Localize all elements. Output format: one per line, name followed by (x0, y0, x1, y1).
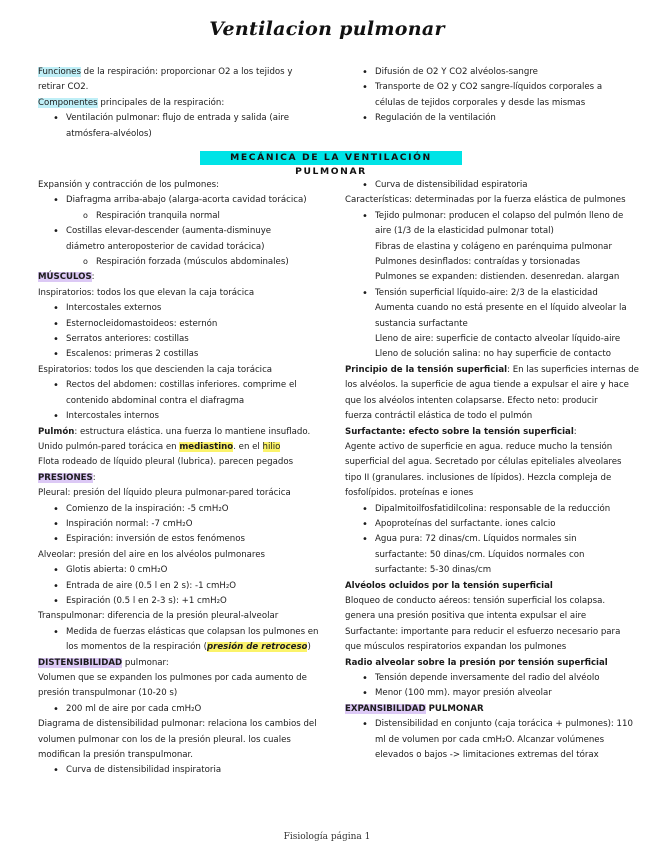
escalenos-bullet: • Escalenos: primeras 2 costillas (66, 347, 345, 362)
main-right-column (345, 178, 639, 763)
presiones-colon: : (92, 472, 96, 483)
esterno-bullet: • Esternocleidomastoideos: esternón (66, 317, 345, 332)
funciones-text: de la respiración: proporcionar O2 a los tejidos y (80, 67, 293, 77)
agua-bullet: • Agua pura: 72 dinas/cm. Líquidos normales sin (375, 532, 654, 547)
ventilacion-bullet: • Ventilación pulmonar: flujo de entrada y salida (aire (66, 111, 320, 126)
transporte-bullet: • Transporte de O2 y CO2 sangre-líquidos corporales a (375, 80, 602, 95)
tejido-cont: aire (1/3 de la elasticidad pulmonar total) (375, 226, 554, 237)
unido-mid-text: . en el (233, 441, 263, 452)
aire-200-bullet: • 200 ml de aire por cada cmH₂O (66, 702, 345, 717)
agente-cont-3: fosfolípidos. proteínas e iones (345, 488, 474, 499)
hilio-highlight: hilio (262, 441, 281, 452)
principio-bold: Principio de la tensión superficial (345, 364, 508, 375)
surfactante-colon: : (573, 426, 577, 437)
section-banner: MECÁNICA DE LA VENTILACIÓN PULMONAR (200, 151, 462, 165)
costillas-bullet: • Costillas elevar-descender (aumenta-disminuye (66, 224, 345, 239)
medida-close: ) (307, 642, 311, 653)
desinflados-line: Pulmones desinflados: contraídas y torsionadas (375, 257, 580, 268)
curva-insp-bullet: • Curva de distensibilidad inspiratoria (66, 763, 345, 778)
pleural-line: Pleural: presión del líquido pleura pulmonar-pared torácica (38, 488, 291, 499)
diafragma-bullet: • Diafragma arriba-abajo (alarga-acorta cavidad torácica) (66, 193, 345, 208)
conjunto-cont-1: ml de volumen por cada cmH₂O. Alcanzar volúmenes (375, 734, 605, 745)
musculos-highlight: MÚSCULOS (38, 272, 92, 283)
rectos-cont: contenido abdominal contra el diafragma (66, 395, 245, 406)
surfactante-bold: Surfactante: efecto sobre la tensión superficial (345, 426, 574, 437)
mediastino-highlight: mediastino (179, 441, 234, 452)
surfactante-heading (345, 425, 639, 440)
musculos-heading (38, 270, 317, 285)
menor-bullet: • Menor (100 mm). mayor presión alveolar (375, 686, 654, 701)
diagrama-line: Diagrama de distensibilidad pulmonar: relaciona los cambios del (38, 719, 317, 730)
bloqueo-cont: genera una presión positiva que intenta expulsar el aire (345, 611, 587, 622)
tejido-bullet: • Tejido pulmonar: producen el colapso del pulmón lleno de (375, 209, 654, 224)
main-left-column (38, 178, 317, 779)
distensibilidad-text: pulmonar: (122, 657, 169, 668)
agua-cont-1: surfactante: 50 dinas/cm. Líquidos normales con (375, 549, 585, 560)
presiones-highlight: PRESIONES (38, 472, 93, 483)
funciones-cont: retirar CO2. (38, 82, 89, 93)
principio-cont-3: fuerza contráctil elástica de todo el pulmón (345, 411, 533, 422)
page-title: Ventilacion pulmonar (209, 18, 445, 40)
diagrama-cont-2: modifican la presión transpulmonar. (38, 750, 194, 761)
expansibilidad-heading (345, 702, 639, 717)
surf-imp-line: Surfactante: importante para reducir el esfuerzo necesario para (345, 626, 621, 637)
flota-line: Flota rodeado de líquido pleural (lubrica). parecen pegados (38, 457, 294, 468)
tension-cont-1: Aumenta cuando no está presente en el líquido alveolar la (375, 303, 627, 314)
resp-forzada-sub: o Respiración forzada (músculos abdominales) (96, 255, 375, 270)
resp-tranquila-sub: o Respiración tranquila normal (96, 209, 375, 224)
distensibilidad-highlight: DISTENSIBILIDAD (38, 657, 123, 668)
pulmon-bold: Pulmón (38, 426, 75, 437)
page-footer: Fisiología página 1 (283, 832, 371, 842)
dipalmitoil-bullet: • Dipalmitoilfosfatidilcolina: responsable de la reducción (375, 502, 654, 517)
conjunto-cont-2: elevados o bajos -> limitaciones extremas del tórax (375, 750, 599, 761)
transporte-cont: células de tejidos corporales y desde las mismas (375, 97, 586, 108)
funciones-highlight: Funciones (38, 67, 81, 77)
apoproteinas-bullet: • Apoproteínas del surfactante. iones calcio (375, 517, 654, 532)
tension-cont-2: sustancia surfactante (375, 318, 468, 329)
pulmon-line (38, 425, 317, 440)
agente-cont-1: superficial del agua. Secretado por células epiteliales alveolares (345, 457, 622, 468)
radio-heading: Radio alveolar sobre la presión por tensión superficial (345, 657, 608, 668)
espiracion-val-bullet: • Espiración (0.5 l en 2-3 s): +1 cmH₂O (66, 594, 345, 609)
bloqueo-line: Bloqueo de conducto aéreos: tensión superficial los colapsa. (345, 595, 606, 606)
conjunto-bullet: • Distensibilidad en conjunto (caja torácica + pulmones): 110 (375, 717, 654, 732)
principio-line (345, 363, 639, 378)
entrada-bullet: • Entrada de aire (0.5 l en 2 s): -1 cmH₂O (66, 579, 345, 594)
transpulmonar-line: Transpulmonar: diferencia de la presión pleural-alveolar (38, 611, 279, 622)
caracteristicas-line: Características: determinadas por la fuerza elástica de pulmones (345, 195, 626, 206)
distensibilidad-heading (38, 656, 317, 671)
curva-esp-bullet: • Curva de distensibilidad espiratoria (375, 178, 654, 193)
lleno-aire-line: Lleno de aire: superficie de contacto alveolar líquido-aire (375, 334, 621, 345)
rectos-bullet: • Rectos del abdomen: costillas inferiores. comprime el (66, 378, 345, 393)
serratos-bullet: • Serratos anteriores: costillas (66, 332, 345, 347)
principio-text: : En las superficies internas de (507, 364, 639, 375)
agua-cont-2: surfactante: 5-30 dinas/cm (375, 565, 492, 576)
intro-left-column (38, 65, 292, 142)
medida-text: los momentos de la respiración ( (66, 642, 207, 653)
alveolar-line: Alveolar: presión del aire en los alvéolos pulmonares (38, 549, 266, 560)
retroceso-highlight: presión de retroceso (206, 642, 308, 653)
insp-normal-bullet: • Inspiración normal: -7 cmH₂O (66, 517, 345, 532)
pulmon-text: : estructura elástica. una fuerza lo mantiene insuflado. (74, 426, 311, 437)
intro-right-column (375, 65, 602, 127)
componentes-line (38, 96, 292, 111)
surf-imp-cont: que músculos respiratorios expandan los pulmones (345, 642, 567, 653)
componentes-text: principales de la respiración: (97, 97, 225, 108)
principio-cont-2: que los alvéolos intenten colapsarse. Efecto neto: producir (345, 395, 598, 406)
unido-line (38, 440, 317, 455)
principio-cont-1: los alvéolos. la superficie de agua tiende a expulsar el aire y hace (345, 380, 629, 391)
alveolos-ocluidos-heading: Alvéolos ocluidos por la tensión superficial (345, 580, 553, 591)
volumen-cont: presión transpulmonar (10-20 s) (38, 688, 178, 699)
medida-cont (66, 640, 345, 655)
tension-dep-bullet: • Tensión depende inversamente del radio del alvéolo (375, 671, 654, 686)
inspiratorios-line: Inspiratorios: todos los que elevan la caja torácica (38, 287, 255, 298)
medida-bullet: • Medida de fuerzas elásticas que colapsan los pulmones en (66, 625, 345, 640)
fibras-line: Fibras de elastina y colágeno en parénquima pulmonar (375, 241, 612, 252)
pulmonar-word: PULMONAR (425, 703, 484, 714)
componentes-highlight: Componentes (38, 97, 98, 108)
comienzo-bullet: • Comienzo de la inspiración: -5 cmH₂O (66, 502, 345, 517)
espiratorios-line: Espiratorios: todos los que descienden la caja torácica (38, 364, 273, 375)
tension-bullet: • Tensión superficial líquido-aire: 2/3 de la elasticidad (375, 286, 654, 301)
intercostales-ext-bullet: • Intercostales externos (66, 301, 345, 316)
unido-text: Unido pulmón-pared torácica en (38, 441, 180, 452)
funciones-line (38, 65, 292, 80)
ventilacion-cont: atmósfera-alvéolos) (66, 128, 152, 139)
costillas-cont: diámetro anteroposterior de cavidad torácica) (66, 241, 265, 252)
regulacion-bullet: • Regulación de la ventilación (375, 111, 602, 126)
glotis-bullet: • Glotis abierta: 0 cmH₂O (66, 563, 345, 578)
lleno-salina-line: Lleno de solución salina: no hay superficie de contacto (375, 349, 611, 360)
expanden-line: Pulmones se expanden: distienden. desenredan. alargan (375, 272, 620, 283)
agente-line: Agente activo de superficie en agua. reduce mucho la tensión (345, 441, 613, 452)
expansibilidad-highlight: EXPANSIBILIDAD (345, 703, 426, 714)
agente-cont-2: tipo II (granulares. inclusiones de lípidos). Hezcla compleja de (345, 472, 612, 483)
intercostales-int-bullet: • Intercostales internos (66, 409, 345, 424)
diagrama-cont-1: volumen pulmonar con los de la presión pleural. los cuales (38, 734, 291, 745)
difusion-bullet: • Difusión de O2 Y CO2 alvéolos-sangre (375, 65, 602, 80)
espiracion-inv-bullet: • Espiración: inversión de estos fenómenos (66, 532, 345, 547)
musculos-colon: : (91, 272, 95, 283)
presiones-heading (38, 471, 317, 486)
volumen-line: Volumen que se expanden los pulmones por cada aumento de (38, 673, 307, 683)
expansion-line: Expansión y contracción de los pulmones: (38, 180, 220, 190)
